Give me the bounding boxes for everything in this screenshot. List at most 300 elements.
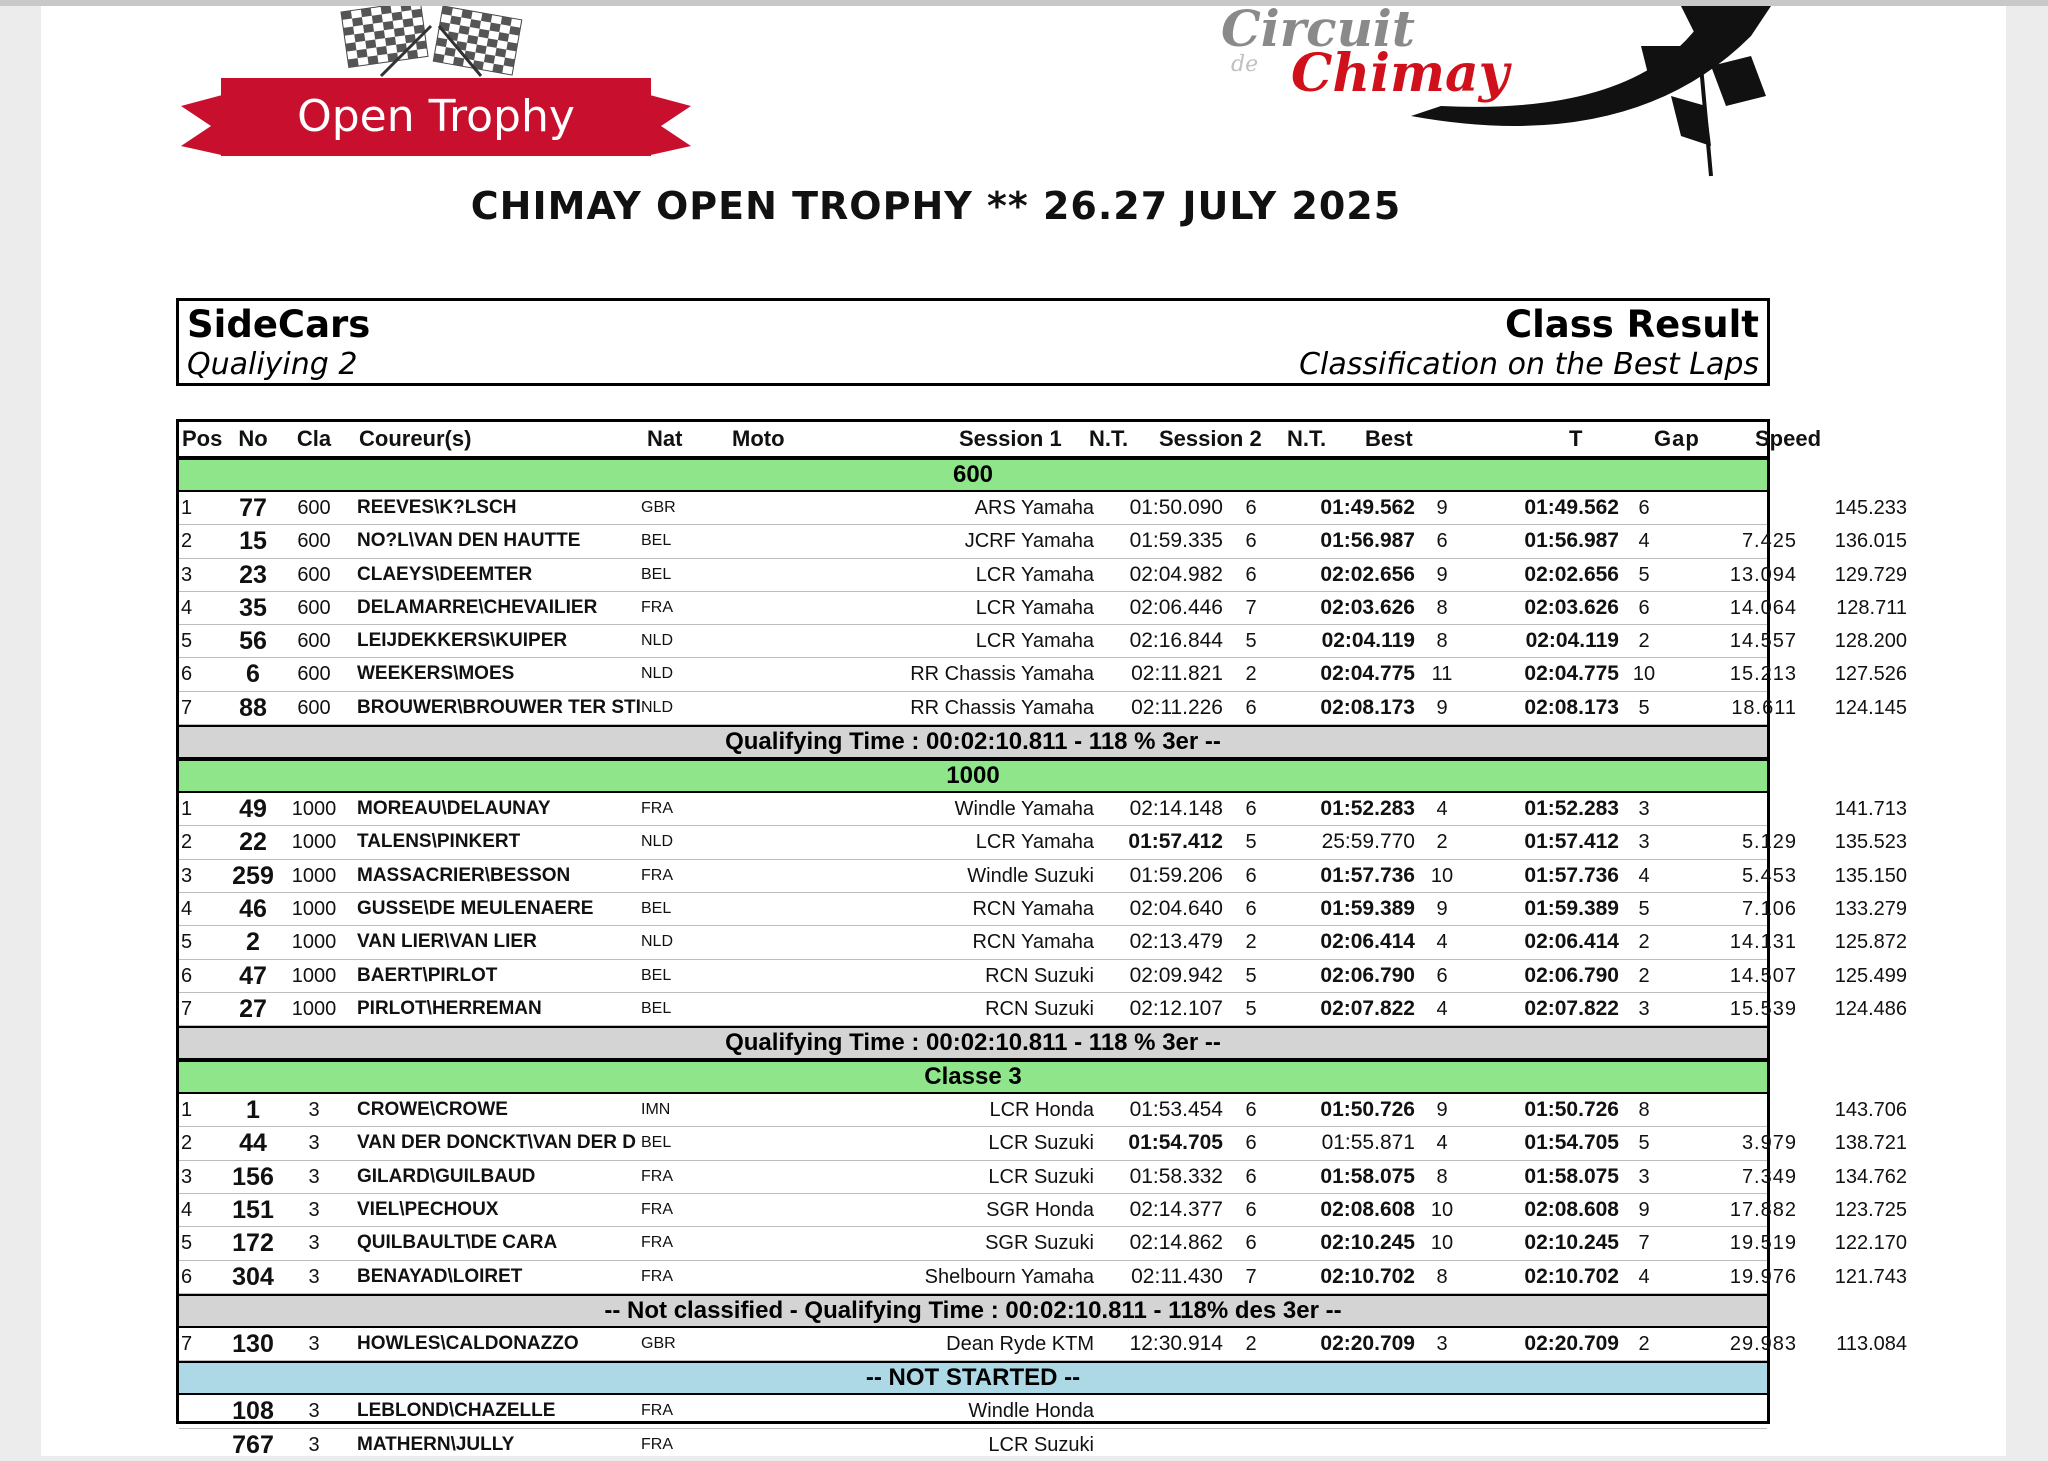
cell-gap: 15.213	[1729, 663, 1797, 686]
qualifying-time-band: -- Not classified - Qualifying Time : 00:02:10.811 - 118% des 3er --	[179, 1294, 1767, 1328]
cell-s1: 01:58.332	[1129, 1164, 1223, 1188]
cell-moto: LCR Suzuki	[988, 1165, 1094, 1188]
cell-no: 35	[239, 593, 267, 622]
cell-moto: RCN Yamaha	[972, 931, 1094, 954]
class-name: SideCars	[187, 303, 371, 346]
cell-speed: 122.170	[1834, 1232, 1907, 1255]
col-nat: Nat	[647, 426, 683, 451]
cell-best: 02:07.822	[1524, 996, 1619, 1020]
cell-gap: 14.507	[1729, 964, 1797, 987]
cell-nt1: 2	[1245, 1332, 1257, 1355]
circuit-chimay-logo	[1211, 6, 1771, 186]
cell-nt2: 9	[1436, 563, 1448, 586]
cell-riders: LEIJDEKKERS\KUIPER	[357, 630, 568, 652]
cell-nat: FRA	[641, 800, 673, 818]
cell-gap: 29.983	[1729, 1332, 1797, 1355]
cell-cla: 1000	[291, 931, 337, 954]
cell-gap: 14.064	[1729, 596, 1797, 619]
cell-speed: 128.200	[1834, 630, 1907, 653]
cell-nt2: 4	[1436, 798, 1448, 821]
circuit-logo-line1: Circuit	[1221, 6, 1416, 58]
cell-s1: 02:14.377	[1129, 1198, 1223, 1222]
table-row	[179, 793, 1907, 826]
cell-nat: FRA	[641, 598, 673, 616]
cell-no: 23	[239, 560, 267, 589]
cell-s1: 01:59.206	[1129, 863, 1223, 887]
cell-no: 108	[232, 1397, 274, 1426]
cell-s2: 02:20.709	[1320, 1331, 1415, 1355]
cell-nat: FRA	[641, 1402, 673, 1420]
cell-pos: 7	[181, 696, 193, 719]
cell-best: 02:10.245	[1524, 1231, 1619, 1255]
cell-pos: 4	[181, 596, 193, 619]
cell-nt2: 2	[1436, 831, 1448, 854]
cell-pos: 5	[181, 630, 193, 653]
cell-pos: 3	[181, 864, 193, 887]
cell-cla: 600	[297, 596, 331, 619]
cell-s1: 01:54.705	[1128, 1131, 1223, 1155]
cell-no: 77	[239, 494, 267, 522]
cell-riders: GILARD\GUILBAUD	[357, 1165, 536, 1187]
table-row	[179, 1395, 1767, 1428]
col-nt1: N.T.	[1089, 426, 1129, 451]
cell-nt2: 8	[1436, 1165, 1448, 1188]
cell-t: 2	[1638, 931, 1650, 954]
cell-s2: 02:06.414	[1320, 930, 1415, 954]
table-row	[179, 1127, 1907, 1160]
cell-t: 10	[1632, 663, 1656, 686]
cell-riders: MASSACRIER\BESSON	[357, 864, 571, 886]
cell-moto: RCN Suzuki	[985, 997, 1094, 1020]
cell-best: 01:50.726	[1524, 1098, 1619, 1122]
cell-pos: 5	[181, 931, 193, 954]
cell-s1: 02:13.479	[1129, 930, 1223, 954]
table-row	[179, 993, 1907, 1026]
cell-riders: GUSSE\DE MEULENAERE	[357, 897, 594, 919]
cell-nat: NLD	[641, 933, 674, 951]
cell-nt2: 9	[1436, 897, 1448, 920]
cell-no: 88	[239, 693, 267, 722]
cell-nt1: 6	[1245, 897, 1257, 920]
qualifying-time-band: Qualifying Time : 00:02:10.811 - 118 % 3er --	[179, 1026, 1767, 1060]
cell-best: 02:04.775	[1524, 662, 1619, 686]
cell-s2: 02:10.245	[1320, 1231, 1415, 1255]
cell-s2: 02:04.775	[1320, 662, 1415, 686]
cell-s2: 01:56.987	[1320, 529, 1415, 553]
cell-nt1: 6	[1245, 1232, 1257, 1255]
open-trophy-logo	[181, 6, 691, 171]
cell-best: 02:03.626	[1524, 595, 1619, 619]
cell-s1: 01:50.090	[1129, 496, 1223, 519]
cell-speed: 138.721	[1834, 1132, 1907, 1155]
cell-riders: VIEL\PECHOUX	[357, 1199, 499, 1221]
cell-moto: RCN Yamaha	[972, 897, 1094, 920]
group-band: 1000	[179, 759, 1767, 793]
cell-speed: 124.145	[1834, 696, 1907, 719]
cell-nt1: 2	[1245, 663, 1257, 686]
cell-nt2: 9	[1436, 497, 1448, 519]
table-row	[179, 860, 1907, 893]
cell-nt2: 3	[1436, 1332, 1448, 1355]
table-row	[179, 1161, 1907, 1194]
cell-nt1: 5	[1245, 630, 1257, 653]
cell-s1: 02:06.446	[1129, 595, 1223, 619]
cell-best: 02:10.702	[1524, 1264, 1619, 1288]
cell-best: 01:57.736	[1524, 863, 1619, 887]
cell-cla: 600	[297, 530, 331, 553]
cell-riders: TALENS\PINKERT	[357, 831, 521, 853]
cell-s1: 12:30.914	[1129, 1331, 1223, 1355]
cell-s1: 02:14.148	[1129, 797, 1223, 821]
col-session1: Session 1	[959, 426, 1062, 451]
cell-cla: 3	[308, 1400, 320, 1423]
cell-best: 01:54.705	[1524, 1131, 1619, 1155]
cell-riders: LEBLOND\CHAZELLE	[357, 1400, 556, 1422]
cell-nt2: 9	[1436, 1099, 1448, 1122]
cell-pos: 4	[181, 897, 193, 920]
cell-s1: 02:16.844	[1129, 629, 1223, 653]
table-row	[179, 1194, 1907, 1227]
cell-t: 2	[1638, 1332, 1650, 1355]
cell-no: 2	[246, 928, 260, 957]
cell-nat: BEL	[641, 565, 672, 583]
cell-t: 6	[1638, 497, 1650, 519]
cell-speed: 145.233	[1834, 497, 1907, 519]
cell-s2: 02:03.626	[1320, 595, 1415, 619]
cell-riders: MOREAU\DELAUNAY	[357, 798, 551, 820]
cell-speed: 135.523	[1834, 831, 1907, 854]
cell-nt1: 5	[1245, 997, 1257, 1020]
cell-no: 47	[239, 961, 267, 990]
cell-no: 172	[232, 1229, 274, 1258]
cell-moto: LCR Yamaha	[975, 831, 1094, 854]
cell-pos: 7	[181, 997, 193, 1020]
table-row	[179, 893, 1907, 926]
cell-best: 01:52.283	[1524, 797, 1619, 821]
cell-no: 6	[246, 660, 260, 689]
checkered-flags-icon	[341, 6, 522, 76]
table-row	[179, 1261, 1907, 1294]
cell-nat: FRA	[641, 1267, 673, 1285]
cell-cla: 600	[297, 696, 331, 719]
col-moto: Moto	[732, 426, 785, 451]
cell-moto: RR Chassis Yamaha	[910, 663, 1094, 686]
cell-s1: 02:04.640	[1129, 896, 1223, 920]
cell-riders: CLAEYS\DEEMTER	[357, 563, 533, 585]
cell-cla: 1000	[291, 897, 337, 920]
cell-cla: 3	[308, 1232, 320, 1255]
cell-t: 6	[1638, 596, 1650, 619]
cell-riders: BAERT\PIRLOT	[357, 964, 498, 986]
cell-pos: 2	[181, 530, 193, 553]
cell-pos: 1	[181, 497, 193, 519]
cell-cla: 1000	[291, 997, 337, 1020]
cell-t: 4	[1638, 864, 1650, 887]
table-row	[179, 1227, 1907, 1260]
cell-pos: 4	[181, 1199, 193, 1222]
cell-nt1: 6	[1245, 1165, 1257, 1188]
cell-nat: IMN	[641, 1101, 671, 1119]
table-body	[179, 458, 1907, 1461]
cell-nt1: 6	[1245, 1099, 1257, 1122]
cell-s1: 01:57.412	[1128, 830, 1223, 854]
column-header-row	[179, 422, 1822, 458]
cell-nat: FRA	[641, 1167, 673, 1185]
cell-s2: 01:58.075	[1320, 1164, 1415, 1188]
cell-gap: 5.453	[1741, 864, 1797, 887]
cell-t: 2	[1638, 630, 1650, 653]
cell-s1: 02:04.982	[1129, 562, 1223, 586]
group-band: 600	[179, 458, 1767, 492]
result-type: Class Result	[1504, 303, 1759, 346]
cell-gap: 14.131	[1729, 931, 1797, 954]
qualifying-time-band: Qualifying Time : 00:02:10.811 - 118 % 3er --	[179, 725, 1767, 759]
cell-s2: 01:50.726	[1320, 1098, 1415, 1122]
cell-nt1: 6	[1245, 864, 1257, 887]
cell-s2: 02:02.656	[1320, 562, 1415, 586]
col-speed: Speed	[1755, 426, 1822, 451]
cell-gap: 14.557	[1729, 630, 1797, 653]
cell-t: 4	[1638, 1265, 1650, 1288]
table-row	[179, 625, 1907, 658]
col-no: No	[238, 426, 268, 451]
cell-nat: BEL	[641, 999, 672, 1017]
cell-nat: NLD	[641, 665, 674, 683]
cell-gap: 5.129	[1741, 831, 1797, 854]
table-row	[179, 692, 1907, 725]
cell-t: 3	[1638, 1165, 1650, 1188]
cell-riders: NO?L\VAN DEN HAUTTE	[357, 530, 581, 552]
cell-pos: 7	[181, 1332, 193, 1355]
cell-no: 259	[232, 861, 274, 890]
cell-nt2: 10	[1430, 1199, 1454, 1222]
cell-s2: 02:08.608	[1320, 1198, 1415, 1222]
cell-riders: HOWLES\CALDONAZZO	[357, 1332, 579, 1354]
cell-cla: 3	[308, 1099, 320, 1122]
cell-no: 49	[239, 795, 267, 824]
cell-t: 5	[1638, 1132, 1650, 1155]
cell-s1: 02:09.942	[1129, 963, 1223, 987]
cell-cla: 1000	[291, 831, 337, 854]
cell-cla: 600	[297, 497, 331, 519]
cell-no: 130	[232, 1329, 274, 1358]
cell-moto: LCR Suzuki	[988, 1433, 1094, 1456]
cell-pos: 6	[181, 964, 193, 987]
cell-nt1: 7	[1245, 596, 1257, 619]
circuit-logo-line2: Chimay	[1291, 43, 1509, 104]
result-subtitle: Classification on the Best Laps	[1299, 347, 1759, 382]
cell-nt1: 6	[1245, 497, 1257, 519]
cell-pos: 1	[181, 798, 193, 821]
cell-t: 9	[1638, 1199, 1650, 1222]
col-best: Best	[1365, 426, 1413, 451]
cell-s2: 02:04.119	[1321, 629, 1415, 653]
cell-riders: VAN DER DONCKT\VAN DER D	[357, 1132, 637, 1154]
cell-nat: FRA	[641, 1234, 673, 1252]
cell-nt1: 2	[1245, 931, 1257, 954]
cell-riders: MATHERN\JULLY	[357, 1433, 515, 1455]
cell-moto: ARS Yamaha	[974, 497, 1094, 519]
cell-nt2: 6	[1436, 964, 1448, 987]
cell-no: 151	[232, 1196, 274, 1225]
cell-nat: BEL	[641, 966, 672, 984]
cell-speed: 136.015	[1834, 530, 1907, 553]
cell-s1: 02:14.862	[1129, 1231, 1223, 1255]
cell-s2: 01:55.871	[1321, 1131, 1415, 1155]
cell-speed: 133.279	[1834, 897, 1907, 920]
cell-nat: FRA	[641, 1435, 673, 1453]
cell-nat: NLD	[641, 833, 674, 851]
cell-s2: 25:59.770	[1321, 830, 1415, 854]
cell-riders: WEEKERS\MOES	[357, 663, 515, 685]
document-page	[41, 6, 2006, 1459]
cell-best: 01:57.412	[1524, 830, 1619, 854]
cell-moto: LCR Honda	[989, 1099, 1094, 1122]
cell-cla: 600	[297, 663, 331, 686]
cell-cla: 3	[308, 1132, 320, 1155]
cell-s2: 02:07.822	[1320, 996, 1415, 1020]
col-session2: Session 2	[1159, 426, 1262, 451]
cell-riders: REEVES\K?LSCH	[357, 497, 517, 518]
cell-s2: 02:10.702	[1320, 1264, 1415, 1288]
cell-nt2: 11	[1431, 663, 1453, 686]
cell-speed: 143.706	[1834, 1099, 1907, 1122]
cell-nt2: 8	[1436, 596, 1448, 619]
cell-speed: 124.486	[1834, 997, 1907, 1020]
cell-nt2: 4	[1436, 1132, 1448, 1155]
session-name: Qualiying 2	[187, 347, 358, 382]
cell-best: 02:06.414	[1524, 930, 1619, 954]
table-row	[179, 1094, 1907, 1127]
cell-gap: 19.519	[1729, 1232, 1797, 1255]
table-row	[179, 1328, 1907, 1361]
table-row	[179, 658, 1907, 691]
cell-nat: NLD	[641, 698, 674, 716]
cell-gap: 19.976	[1729, 1265, 1797, 1288]
cell-gap: 7.106	[1741, 897, 1797, 920]
cell-nt2: 4	[1436, 997, 1448, 1020]
table-row	[179, 960, 1907, 993]
circuit-logo-de: de	[1231, 52, 1259, 77]
col-pos: Pos	[182, 426, 222, 451]
cell-s1: 02:11.226	[1131, 695, 1223, 719]
cell-best: 01:49.562	[1524, 496, 1619, 519]
cell-cla: 1000	[291, 864, 337, 887]
cell-nat: FRA	[641, 866, 673, 884]
cell-nt2: 4	[1436, 931, 1448, 954]
cell-cla: 1000	[291, 964, 337, 987]
cell-no: 22	[239, 828, 267, 857]
cell-nt2: 9	[1436, 696, 1448, 719]
cell-s2: 01:52.283	[1320, 797, 1415, 821]
cell-gap: 15.539	[1729, 997, 1797, 1020]
cell-moto: SGR Suzuki	[985, 1232, 1094, 1255]
cell-best: 02:02.656	[1524, 562, 1619, 586]
cell-s2: 01:49.562	[1320, 496, 1415, 519]
cell-nt1: 6	[1245, 530, 1257, 553]
table-row	[179, 525, 1907, 558]
cell-speed: 121.743	[1834, 1265, 1907, 1288]
cell-pos: 3	[181, 563, 193, 586]
cell-riders: CROWE\CROWE	[357, 1099, 508, 1121]
cell-riders: BENAYAD\LOIRET	[357, 1265, 523, 1287]
cell-pos: 5	[181, 1232, 193, 1255]
cell-s2: 02:08.173	[1320, 695, 1415, 719]
cell-gap: 13.094	[1729, 563, 1797, 586]
cell-nt1: 6	[1245, 1199, 1257, 1222]
cell-speed: 125.499	[1834, 964, 1907, 987]
cell-no: 767	[232, 1430, 274, 1459]
cell-speed: 128.711	[1836, 596, 1907, 619]
cell-t: 3	[1638, 997, 1650, 1020]
event-title: CHIMAY OPEN TROPHY ** 26.27 JULY 2025	[470, 184, 1402, 228]
cell-nt1: 5	[1245, 964, 1257, 987]
cell-best: 02:04.119	[1525, 629, 1619, 653]
cell-t: 5	[1638, 563, 1650, 586]
cell-moto: RR Chassis Yamaha	[910, 696, 1094, 719]
col-cla: Cla	[296, 426, 332, 451]
cell-gap: 17.882	[1729, 1199, 1797, 1222]
table-row	[179, 559, 1907, 592]
cell-nat: GBR	[641, 499, 676, 516]
cell-s1: 02:12.107	[1129, 996, 1223, 1020]
cell-pos: 3	[181, 1165, 193, 1188]
cell-speed: 134.762	[1834, 1165, 1907, 1188]
cell-s1: 02:11.821	[1131, 662, 1223, 686]
cell-t: 4	[1638, 530, 1650, 553]
cell-gap: 7.349	[1741, 1165, 1797, 1188]
cell-moto: Windle Suzuki	[967, 864, 1094, 887]
cell-t: 5	[1638, 897, 1650, 920]
cell-moto: SGR Honda	[986, 1199, 1094, 1222]
cell-s2: 01:59.389	[1320, 896, 1415, 920]
cell-t: 3	[1638, 798, 1650, 821]
cell-nt2: 8	[1436, 1265, 1448, 1288]
cell-speed: 123.725	[1834, 1199, 1907, 1222]
cell-best: 01:59.389	[1524, 896, 1619, 920]
cell-nt1: 5	[1245, 831, 1257, 854]
trophy-logo-text: Open Trophy	[297, 91, 575, 142]
col-gap: Gap	[1654, 426, 1700, 451]
group-band: Classe 3	[179, 1060, 1767, 1094]
cell-moto: RCN Suzuki	[985, 964, 1094, 987]
cell-nt1: 6	[1245, 696, 1257, 719]
cell-t: 2	[1638, 964, 1650, 987]
cell-moto: Windle Yamaha	[954, 798, 1094, 821]
cell-speed: 129.729	[1834, 563, 1907, 586]
cell-nat: BEL	[641, 1134, 672, 1152]
cell-nt2: 10	[1430, 864, 1454, 887]
cell-speed: 125.872	[1834, 931, 1907, 954]
cell-speed: 135.150	[1834, 864, 1907, 887]
cell-cla: 1000	[291, 798, 337, 821]
cell-nt1: 6	[1245, 798, 1257, 821]
cell-nat: NLD	[641, 632, 674, 650]
cell-riders: QUILBAULT\DE CARA	[357, 1232, 558, 1254]
cell-gap: 7.425	[1741, 530, 1797, 553]
cell-pos: 2	[181, 831, 193, 854]
cell-riders: DELAMARRE\CHEVAILIER	[357, 596, 598, 618]
cell-nat: BEL	[641, 899, 672, 917]
cell-nt1: 6	[1245, 1132, 1257, 1155]
cell-t: 7	[1638, 1232, 1650, 1255]
cell-t: 8	[1638, 1099, 1650, 1122]
table-row	[179, 492, 1907, 525]
cell-moto: JCRF Yamaha	[964, 530, 1094, 553]
cell-moto: Shelbourn Yamaha	[924, 1265, 1094, 1288]
not-started-band: -- NOT STARTED --	[179, 1361, 1767, 1395]
cell-nt2: 8	[1436, 630, 1448, 653]
